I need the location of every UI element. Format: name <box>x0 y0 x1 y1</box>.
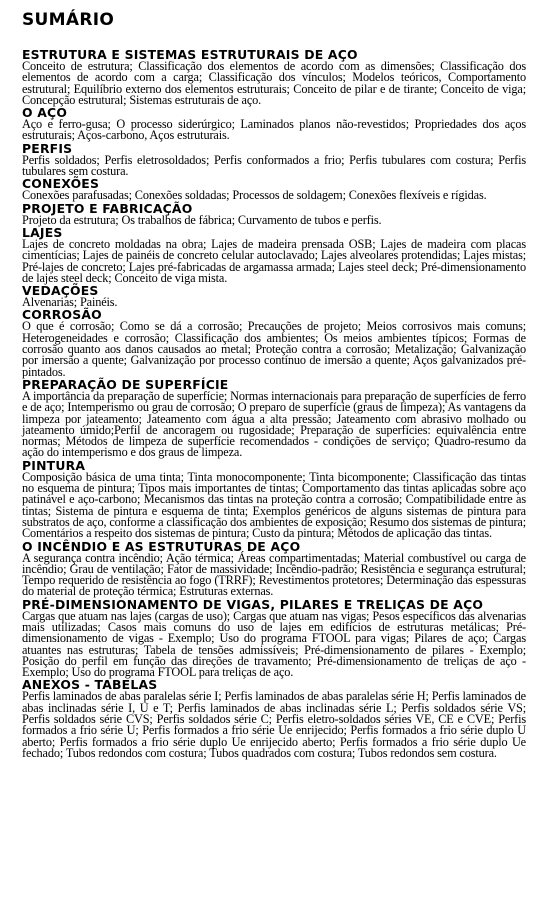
toc-section-estrutura <box>22 48 526 106</box>
section-topics: Composição básica de uma tinta; Tinta monocomponente; Tinta bicomponente; Classificação das tintas no esquema de pintura; Tipos mais importantes de tintas; Comportamento das tintas aplicadas sobre aço patinável e aço-carbono; Mecanismos das tintas na proteção contra a corrosão; Compatibilidade entre as tintas; Sistema de pintura e esquema de tinta; Exemplos genéricos de alguns sistemas de pintura para substratos de aço, conforme a classificação dos ambientes de exposição; Resumo dos sistemas de pintura; Comentários a respeito dos sistemas de pintura; Custo da pintura; Métodos de aplicação das tintas. <box>22 469 526 541</box>
section-heading: CONEXÕES <box>22 176 100 192</box>
section-heading: ANEXOS - TABELAS <box>22 677 158 693</box>
section-heading: O AÇO <box>22 105 68 121</box>
toc-section-lajes <box>22 226 526 284</box>
section-topics: A importância da preparação de superfície; Normas internacionais para preparação de superfícies de ferro e de aço; Intemperismo ou grau de corrosão; O preparo de superfície (graus de limpeza); As vantagens da limpeza por jateamento; Jateamento com água a alta pressão; Jateamento com abrasivo molhado ou jateamento úmido;Perfil de ancoragem ou rugosidade; Preparação de superfícies: equivalência entre normas; Métodos de limpeza de superfície recomendados - condições de serviço; Quadro-resumo da ação do intemperismo e dos graus de limpeza. <box>22 388 526 460</box>
toc-section-o-aco <box>22 106 526 142</box>
section-heading: PROJETO E FABRICAÇÃO <box>22 200 193 216</box>
section-topics: O que é corrosão; Como se dá a corrosão; Precauções de projeto; Meios corrosivos mais comuns; Heterogeneidades e corrosão; Classificação dos ambientes; Os meios ambientes típicos; Formas de corrosão quanto aos danos causados ao metal; Proteção contra a corrosão; Metalização; Galvanização por imersão a quente; Galvanização por processo contínuo de imersão a quente; Aços galvanizados pré-pintados. <box>22 319 526 379</box>
toc-section-anexos <box>22 678 526 759</box>
section-heading: PINTURA <box>22 457 86 473</box>
section-topics: Cargas que atuam nas lajes (cargas de uso); Cargas que atuam nas vigas; Pesos específicos das alvenarias mais utilizadas; Casos mais comuns do uso de lajes em edifícios de estruturas metálicas; Pré-dimensionamento de vigas - Exemplo; Uso do programa FTOOL para vigas; Pilares de aço; Cargas atuantes nas estruturas; Tabela de tensões admissíveis; Pré-dimensionamento de pilares - Exemplo; Posição do perfil em função das direções de travamento; Pré-dimensionamento de treliças de aço - Exemplo; Uso do programa FTOOL para treliças de aço. <box>22 608 526 680</box>
toc-section-corrosao <box>22 308 526 377</box>
section-topics: Projeto da estrutura; Os trabalhos de fábrica; Curvamento de tubos e perfis. <box>22 212 382 227</box>
section-heading: ESTRUTURA E SISTEMAS ESTRUTURAIS DE AÇO <box>22 47 358 62</box>
toc-section-vedacoes <box>22 284 526 308</box>
section-heading: LAJES <box>22 224 63 240</box>
section-topics: A segurança contra incêndio; Ação térmica; Áreas compartimentadas; Material combustível ou carga de incêndio; Grau de ventilação; Fator de massividade; Incêndio-padrão; Resistência e segurança estrutural; Tempo requerido de resistência ao fogo (TRRF); Revestimentos protetores; Determinação das espessuras do material de proteção térmica; Estruturas externas. <box>22 550 526 599</box>
section-topics: Aço e ferro-gusa; O processo siderúrgico; Laminados planos não-revestidos; Propriedades dos aços estruturais; Aços-carbono, Aços estruturais. <box>22 117 526 143</box>
page-title: SUMÁRIO <box>22 10 115 30</box>
section-heading: O INCÊNDIO E AS ESTRUTURAS DE AÇO <box>22 538 301 554</box>
toc-section-preparacao <box>22 378 526 459</box>
toc-section-pre-dimensionamento <box>22 598 526 679</box>
section-topics: Conceito de estrutura; Classificação dos elementos de acordo com as dimensões; Classificação dos elementos de acordo com a carga; Classificação dos vínculos; Modelos teóricos, Comportamento estrutural; Equilíbrio externo dos elementos estruturais; Conceito de pilar e de tirante; Conceito de viga; Concepção estrutural; Sistemas estruturais de aço. <box>22 59 526 107</box>
section-heading: VEDAÇÕES <box>22 283 99 299</box>
toc-section-conexoes <box>22 177 526 201</box>
section-topics: Lajes de concreto moldadas na obra; Lajes de madeira prensada OSB; Lajes de madeira com placas cimentícias; Lajes de painéis de concreto celular autoclavado; Lajes alveolares protendidas; Lajes mistas; Pré-lajes de concreto; Lajes pré-fabricadas de argamassa armada; Lajes steel deck; Pré-dimensionamento de lajes steel deck; Conceito de viga mista. <box>22 236 526 285</box>
section-topics: Perfis soldados; Perfis eletrosoldados; Perfis conformados a frio; Perfis tubulares com costura; Perfis tubulares sem costura. <box>22 152 526 179</box>
toc-section-perfis <box>22 142 526 178</box>
section-topics: Conexões parafusadas; Conexões soldadas; Processos de soldagem; Conexões flexíveis e rígidas. <box>22 188 487 203</box>
section-topics: Perfis laminados de abas paralelas série I; Perfis laminados de abas paralelas série H; Perfis laminados de abas inclinadas série I, U e T; Perfis laminados de abas inclinadas série L; Perfis soldados série VS; Perfis soldados série CVS; Perfis soldados série C; Perfis eletro-soldados séries VE, CE e CVE; Perfis formados a frio série U; Perfis formados a frio série Ue enrijecido; Perfis formados a frio série duplo U aberto; Perfis formados a frio série duplo Ue enrijecido aberto; Perfis formados a frio série duplo Ue fechado; Tubos redondos com costura; Tubos quadrados com costura; Tubos redondos sem costura. <box>22 689 526 760</box>
toc-section-incendio <box>22 540 526 598</box>
toc-section-pintura <box>22 459 526 540</box>
toc-section-projeto <box>22 202 526 226</box>
section-heading: PERFIS <box>22 140 73 156</box>
section-heading: CORROSÃO <box>22 307 102 323</box>
section-topics: Alvenarias; Painéis. <box>22 295 118 310</box>
section-heading: PREPARAÇÃO DE SUPERFÍCIE <box>22 376 229 392</box>
section-heading: PRÉ-DIMENSIONAMENTO DE VIGAS, PILARES E TRELIÇAS DE AÇO <box>22 596 484 612</box>
